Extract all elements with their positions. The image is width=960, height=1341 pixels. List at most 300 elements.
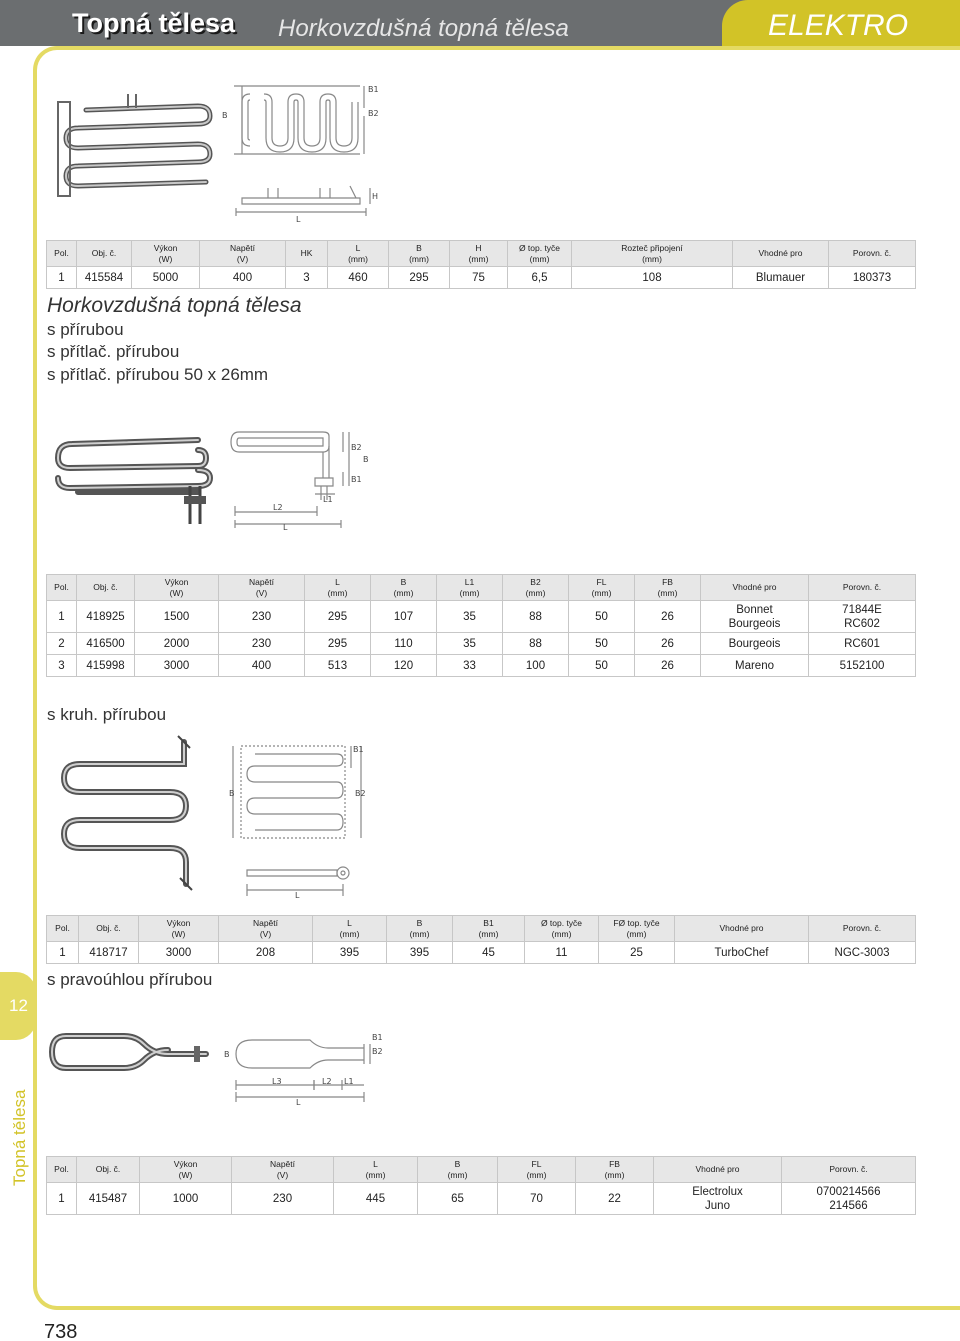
table-cell-text: 45 (482, 946, 495, 959)
table-header-text: L (355, 242, 361, 253)
table-header-cell (219, 916, 313, 942)
table-cell-text: 120 (393, 659, 414, 672)
dim-label-l: L (295, 891, 300, 900)
table-header-cell (77, 241, 132, 267)
table-cell (782, 1183, 916, 1215)
table-cell-text: 214566 (829, 1199, 868, 1212)
dim-label-b2: B2 (351, 443, 362, 452)
table-header-text: Výkon (173, 1158, 198, 1169)
table-cell-text: 6,5 (531, 271, 548, 284)
table-header-text: Napětí (269, 1158, 296, 1169)
table-header-row (47, 916, 916, 942)
table-header-cell (809, 916, 916, 942)
table-header-row (47, 241, 916, 267)
table-cell (508, 267, 572, 289)
table-header-text: B (416, 917, 423, 928)
table-header-text: (mm) (339, 928, 360, 939)
table-cell-text: 513 (327, 659, 348, 672)
table-header-text: (mm) (591, 587, 612, 598)
table-cell (77, 633, 135, 655)
table-cell (77, 655, 135, 677)
table-header-cell (635, 575, 701, 601)
heater-drawing-3-schema (225, 738, 385, 908)
table-header-text: (mm) (529, 253, 550, 264)
table-cell-text: 65 (451, 1192, 464, 1205)
table-header-text: (mm) (459, 587, 480, 598)
table-cell-text: 2000 (163, 637, 190, 650)
table-cell-text: Juno (705, 1199, 730, 1212)
table-header-text: (W) (169, 587, 184, 598)
table-cell-text: 3000 (163, 659, 190, 672)
table-cell (389, 267, 450, 289)
table-cell-text: 208 (255, 946, 276, 959)
table-cell-text: 400 (232, 271, 253, 284)
table-cell-text: 5152100 (839, 659, 885, 672)
table-header-text: Vhodné pro (695, 1164, 740, 1174)
dim-label-l1: L1 (344, 1077, 354, 1086)
table-header-text: B (454, 1158, 461, 1169)
dim-label-b1: B1 (372, 1033, 383, 1042)
table-header-cell (387, 916, 453, 942)
table-header-text: (mm) (551, 928, 572, 939)
section-heading: s pravoúhlou přírubou (47, 970, 213, 989)
table-cell-text: 25 (630, 946, 643, 959)
dim-label-l2: L2 (322, 1077, 332, 1086)
table-cell (47, 601, 77, 633)
spec-table-4-body (47, 1157, 916, 1215)
table-cell (635, 601, 701, 633)
table-header-text: Výkon (166, 917, 191, 928)
table-cell-text: 70 (530, 1192, 543, 1205)
page-subtitle: Horkovzdušná topná tělesa (278, 15, 569, 42)
table-header-cell (782, 1157, 916, 1183)
table-cell (371, 633, 437, 655)
table-header-cell (733, 241, 829, 267)
table-header-text: FL (596, 576, 607, 587)
table-cell (139, 942, 219, 964)
table-cell (135, 655, 219, 677)
table-cell-text: 33 (463, 659, 476, 672)
table-header-text: L (335, 576, 340, 587)
table-header-text: (mm) (409, 253, 429, 264)
table-cell-text: 395 (409, 946, 430, 959)
table-header-cell (47, 916, 79, 942)
dim-label-l3: L3 (272, 1077, 282, 1086)
table-header-text: (mm) (604, 1169, 625, 1180)
table-cell (809, 942, 916, 964)
dim-label-l2: L2 (273, 503, 283, 512)
dim-label-b1: B1 (368, 85, 379, 94)
table-cell-text: 2 (58, 637, 65, 650)
table-header-cell (418, 1157, 498, 1183)
table-cell (635, 655, 701, 677)
spec-table-2 (46, 574, 916, 677)
table-header-text: Pol. (54, 582, 69, 592)
dim-label-b: B (229, 789, 235, 798)
table-header-text: (mm) (393, 587, 414, 598)
table-header-text: B (416, 242, 422, 253)
section-heading: s kruh. přírubou (47, 705, 167, 724)
table-cell (47, 655, 77, 677)
table-cell-text: 35 (463, 637, 476, 650)
table-cell (219, 633, 305, 655)
table-header-cell (498, 1157, 576, 1183)
table-header-text: Napětí (252, 917, 279, 928)
table-header-cell (77, 1157, 140, 1183)
table-cell-text: 295 (327, 610, 348, 623)
table-cell-text: 418717 (89, 946, 128, 959)
table-cell (503, 633, 569, 655)
table-cell (371, 601, 437, 633)
table-cell-text: 1500 (163, 610, 190, 623)
table-row (47, 601, 916, 633)
table-cell (809, 601, 916, 633)
table-cell (47, 267, 77, 289)
table-cell (635, 633, 701, 655)
table-header-text: (W) (171, 928, 186, 939)
table-cell-text: 416500 (86, 637, 125, 650)
table-cell-text: 75 (472, 271, 485, 284)
table-cell-text: 50 (595, 637, 608, 650)
table-header-cell (503, 575, 569, 601)
table-cell-text: 107 (393, 610, 414, 623)
table-header-text: Obj. č. (93, 582, 118, 592)
table-cell (572, 267, 733, 289)
table-cell (450, 267, 508, 289)
table-cell-text: 0700214566 (816, 1185, 881, 1198)
table-cell (79, 942, 139, 964)
dim-label-l1: L1 (323, 495, 333, 504)
table-cell-text: Bonnet (736, 603, 773, 616)
table-header-cell (371, 575, 437, 601)
table-cell-text: Bourgeois (728, 637, 781, 650)
table-header-text: (mm) (348, 253, 368, 264)
table-cell (286, 267, 328, 289)
table-cell-text: 180373 (852, 271, 892, 284)
table-header-text: Napětí (248, 576, 275, 587)
dim-label-l: L (296, 1098, 301, 1106)
table-row (47, 942, 916, 964)
table-header-cell (328, 241, 389, 267)
table-header-text: Porovn. č. (842, 923, 882, 933)
table-cell (200, 267, 286, 289)
table-cell-text: 11 (555, 946, 568, 959)
table-cell-text: TurboChef (714, 946, 769, 959)
table-cell (525, 942, 599, 964)
table-header-text: L (347, 917, 352, 928)
table-header-row (47, 575, 916, 601)
sidebar-section (4, 1080, 34, 1190)
table-header-text: B2 (530, 576, 541, 587)
table-header-text: B1 (483, 917, 494, 928)
table-cell-text: 22 (608, 1192, 621, 1205)
category-tab (722, 0, 960, 46)
table-cell (135, 633, 219, 655)
table-header-text: Pol. (54, 1164, 69, 1174)
table-cell-text: 395 (339, 946, 360, 959)
table-cell (219, 601, 305, 633)
table-header-cell (79, 916, 139, 942)
table-header-text: L1 (464, 576, 475, 587)
table-header-text: Ø top. tyče (540, 917, 583, 928)
table-cell (829, 267, 916, 289)
table-cell (701, 633, 809, 655)
table-cell-text: 5000 (152, 271, 179, 284)
table-cell-text: 26 (661, 637, 674, 650)
table-header-text: H (475, 242, 482, 253)
table-cell (437, 601, 503, 633)
table-header-cell (569, 575, 635, 601)
dim-label-l: L (296, 215, 301, 224)
table-cell (733, 267, 829, 289)
table-cell (232, 1183, 334, 1215)
heater-drawing-1-schema (220, 80, 390, 225)
table-header-text: Vhodné pro (732, 582, 777, 592)
table-header-text: Obj. č. (91, 248, 117, 258)
table-cell-text: 88 (529, 610, 542, 623)
table-cell (135, 601, 219, 633)
table-cell (305, 633, 371, 655)
dim-label-l: L (283, 523, 288, 532)
table-header-text: Výkon (153, 242, 178, 253)
table-cell-text: Bourgeois (728, 617, 781, 630)
table-cell-text: 108 (642, 271, 662, 284)
section-heading: Horkovzdušná topná tělesa (47, 294, 302, 317)
spec-table-3-body (47, 916, 916, 964)
table-header-text: L (373, 1158, 378, 1169)
table-cell (701, 601, 809, 633)
dim-label-b2: B2 (355, 789, 366, 798)
table-cell-text: 71844E (842, 603, 882, 616)
table-cell-text: 100 (525, 659, 546, 672)
table-cell-text: 415584 (84, 271, 124, 284)
table-cell (503, 601, 569, 633)
dim-label-b2: B2 (372, 1047, 383, 1056)
table-header-text: (mm) (327, 587, 348, 598)
table-cell (809, 655, 916, 677)
table-header-cell (675, 916, 809, 942)
table-cell (418, 1183, 498, 1215)
table-cell (219, 655, 305, 677)
table-cell-text: 26 (661, 610, 674, 623)
table-cell-text: 230 (251, 637, 272, 650)
table-cell-text: 295 (409, 271, 429, 284)
table-header-text: Rozteč připojení (621, 242, 683, 253)
table-header-cell (437, 575, 503, 601)
table-header-text: HK (300, 248, 313, 258)
table-row (47, 633, 916, 655)
table-header-text: (mm) (409, 928, 430, 939)
dim-label-b: B (363, 455, 369, 464)
table-header-cell (232, 1157, 334, 1183)
dim-label-b1: B1 (351, 475, 362, 484)
heater-drawing-1-photo (48, 92, 218, 204)
table-cell (701, 655, 809, 677)
table-cell-text: 1 (59, 946, 66, 959)
table-cell-text: 3 (303, 271, 310, 284)
table-cell (47, 1183, 77, 1215)
table-header-text: Napětí (229, 242, 256, 253)
table-cell (77, 1183, 140, 1215)
table-header-cell (135, 575, 219, 601)
table-header-text: (mm) (478, 928, 499, 939)
table-header-text: (mm) (642, 253, 662, 264)
table-cell (437, 655, 503, 677)
heater-drawing-4-photo (44, 1022, 216, 1092)
table-cell (654, 1183, 782, 1215)
table-cell-text: 3 (58, 659, 65, 672)
table-cell (387, 942, 453, 964)
table-header-text: (mm) (657, 587, 678, 598)
table-header-cell (572, 241, 733, 267)
table-header-cell (809, 575, 916, 601)
table-cell (599, 942, 675, 964)
table-header-text: (mm) (365, 1169, 386, 1180)
table-cell-text: 35 (463, 610, 476, 623)
spec-table-2-body (47, 575, 916, 677)
table-header-cell (47, 241, 77, 267)
table-header-text: Obj. č. (95, 1164, 121, 1174)
category-tab-label: ELEKTRO (768, 9, 909, 42)
table-cell-text: Mareno (735, 659, 774, 672)
table-header-text: Porovn. č. (829, 1164, 868, 1174)
table-cell (569, 633, 635, 655)
table-header-text: (V) (259, 928, 272, 939)
table-cell-text: Electrolux (692, 1185, 743, 1198)
page-number: 738 (44, 1321, 78, 1341)
table-row (47, 1183, 916, 1215)
table-header-cell (829, 241, 916, 267)
table-cell-text: 3000 (165, 946, 192, 959)
table-header-cell (701, 575, 809, 601)
table-header-cell (132, 241, 200, 267)
dim-label-b2: B2 (368, 109, 379, 118)
table-header-text: (mm) (525, 587, 546, 598)
spec-table-1 (46, 240, 916, 289)
table-cell (132, 267, 200, 289)
section-subheading-2: s přítlač. přírubou (47, 342, 180, 361)
table-header-text: (mm) (526, 1169, 547, 1180)
table-cell-text: 230 (251, 610, 272, 623)
table-header-text: Porovn. č. (852, 248, 892, 258)
table-header-cell (313, 916, 387, 942)
table-cell (503, 655, 569, 677)
dim-label-b: B (222, 111, 228, 120)
table-cell-text: 415487 (88, 1192, 128, 1205)
table-row (47, 655, 916, 677)
table-cell (576, 1183, 654, 1215)
table-cell (328, 267, 389, 289)
dim-label-b: B (224, 1050, 230, 1059)
spec-table-1-body (47, 241, 916, 289)
table-header-text: (mm) (468, 253, 489, 264)
table-header-text: FB (609, 1158, 620, 1169)
heater-drawing-2-photo (48, 430, 218, 530)
content-frame (33, 46, 960, 1310)
table-header-cell (654, 1157, 782, 1183)
table-cell-text: 26 (661, 659, 674, 672)
table-cell (371, 655, 437, 677)
sidebar-page-tab-number: 12 (9, 996, 28, 1015)
table-header-text: (V) (236, 253, 249, 264)
table-cell-text: 400 (251, 659, 272, 672)
table-header-cell (450, 241, 508, 267)
table-header-text: Ø top. tyče (518, 242, 561, 253)
table-cell-text: RC601 (844, 637, 880, 650)
table-header-text: Pol. (54, 248, 69, 258)
heater-drawing-4-schema (222, 1030, 387, 1106)
table-cell (569, 655, 635, 677)
table-header-cell (334, 1157, 418, 1183)
table-header-text: FØ top. tyče (613, 917, 660, 928)
table-header-cell (389, 241, 450, 267)
table-cell-text: 88 (529, 637, 542, 650)
table-header-cell (286, 241, 328, 267)
table-cell-text: 460 (348, 271, 368, 284)
table-header-row (47, 1157, 916, 1183)
table-cell (437, 633, 503, 655)
table-cell (47, 633, 77, 655)
dim-label-h: H (372, 192, 379, 201)
spec-table-3 (46, 915, 916, 964)
page-header (0, 0, 960, 46)
table-cell (47, 942, 79, 964)
table-cell (219, 942, 313, 964)
table-cell-text: 110 (394, 637, 413, 650)
table-cell (809, 633, 916, 655)
table-cell-text: 445 (365, 1192, 386, 1205)
table-cell (305, 601, 371, 633)
table-cell-text: NGC-3003 (834, 946, 890, 959)
table-header-cell (139, 916, 219, 942)
table-header-cell (219, 575, 305, 601)
table-cell (140, 1183, 232, 1215)
table-header-text: Výkon (164, 576, 189, 587)
table-cell-text: 50 (595, 659, 608, 672)
table-cell-text: RC602 (844, 617, 880, 630)
table-header-text: (W) (178, 1169, 193, 1180)
table-header-text: (V) (276, 1169, 289, 1180)
table-header-cell (47, 1157, 77, 1183)
table-header-cell (576, 1157, 654, 1183)
table-header-text: (W) (158, 253, 173, 264)
table-cell (313, 942, 387, 964)
table-header-cell (305, 575, 371, 601)
table-cell-text: 1000 (172, 1192, 199, 1205)
table-header-text: (mm) (626, 928, 647, 939)
table-cell-text: Blumauer (755, 271, 806, 284)
table-header-cell (599, 916, 675, 942)
table-header-text: Obj. č. (96, 923, 121, 933)
table-cell-text: 50 (595, 610, 608, 623)
table-header-text: FL (531, 1158, 542, 1169)
table-cell-text: 418925 (86, 610, 125, 623)
table-cell (498, 1183, 576, 1215)
table-row (47, 267, 916, 289)
table-cell (77, 267, 132, 289)
table-cell (675, 942, 809, 964)
table-header-text: (V) (255, 587, 268, 598)
page-title: Topná tělesa (72, 8, 236, 38)
table-cell (77, 601, 135, 633)
spec-table-4 (46, 1156, 916, 1215)
section-subheading-1: s přírubou (47, 320, 124, 339)
table-header-cell (47, 575, 77, 601)
table-header-text: B (400, 576, 407, 587)
table-header-text: (mm) (447, 1169, 468, 1180)
table-header-cell (200, 241, 286, 267)
table-cell-text: 230 (272, 1192, 293, 1205)
